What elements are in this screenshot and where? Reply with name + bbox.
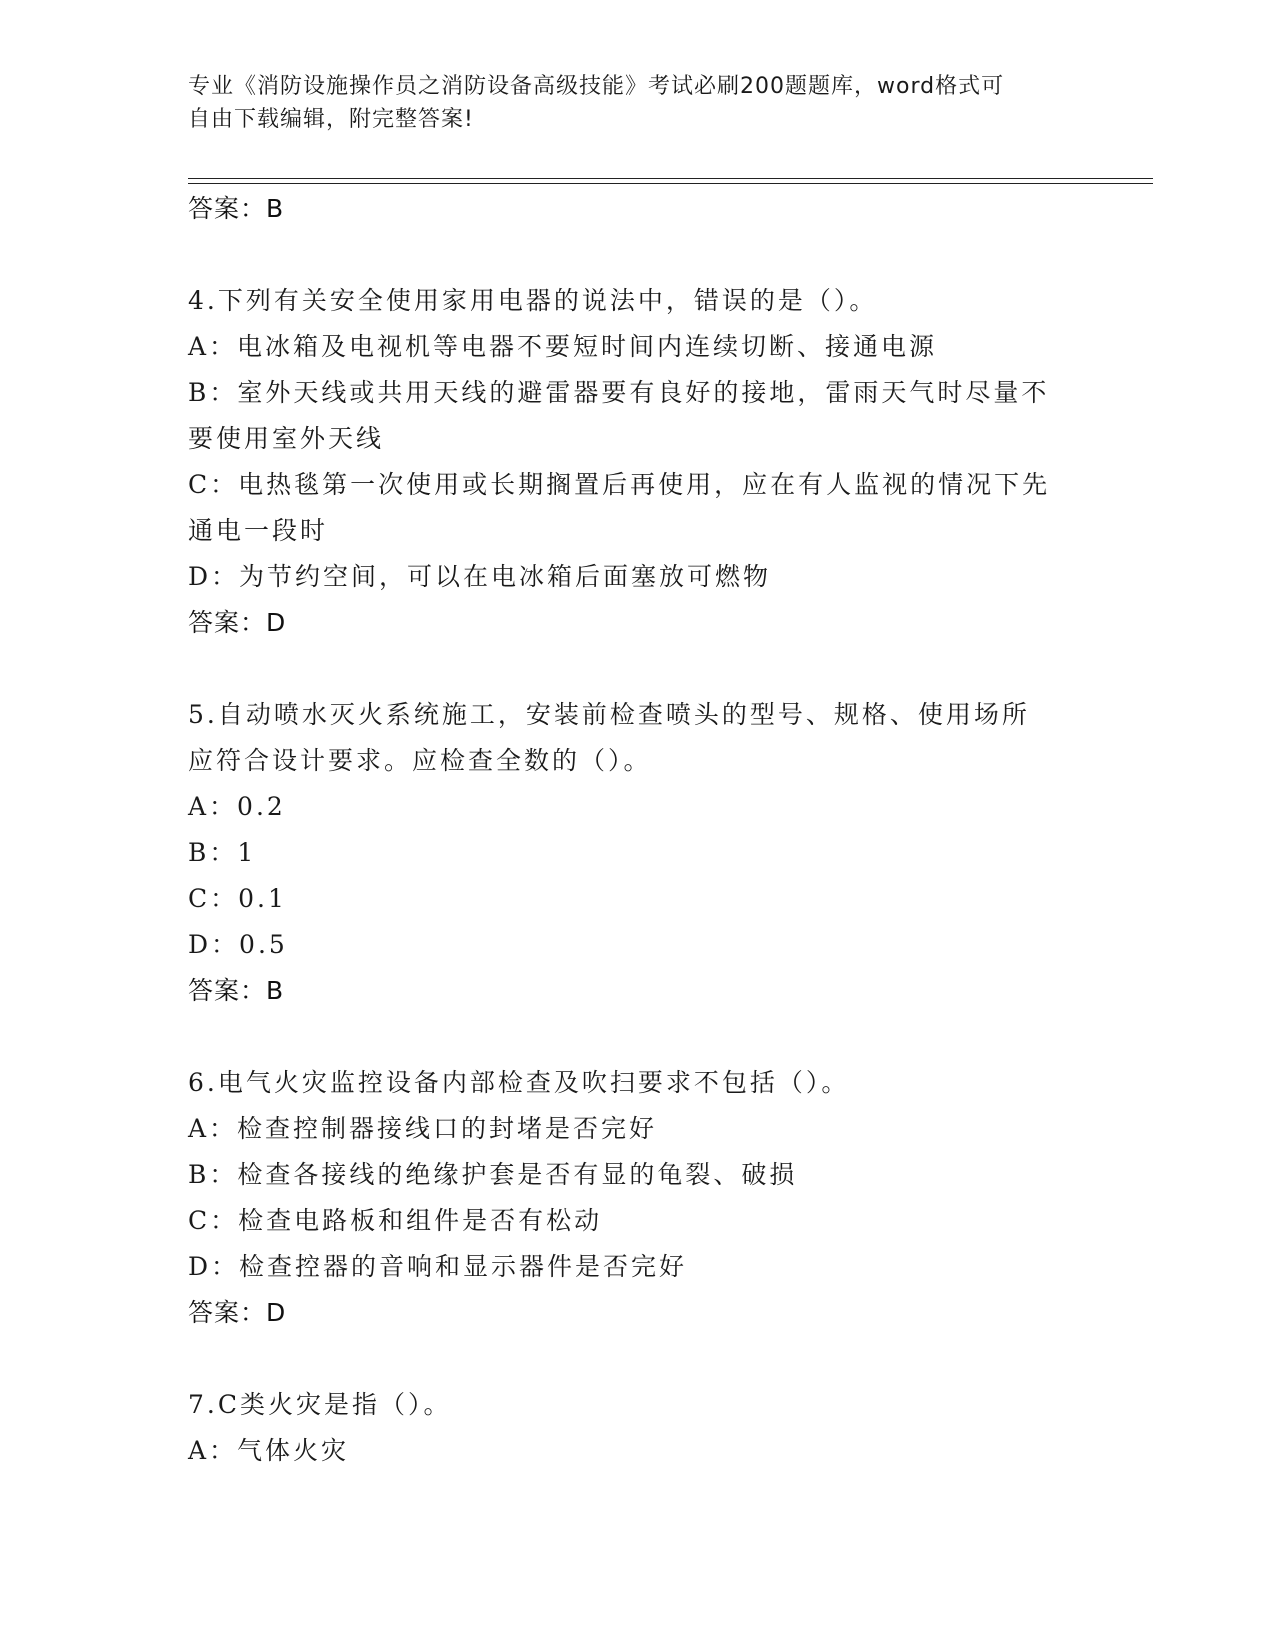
question-4-option-a: A：电冰箱及电视机等电器不要短时间内连续切断、接通电源 [188, 332, 938, 361]
question-6-option-c: C：检查电路板和组件是否有松动 [188, 1206, 603, 1235]
question-7-text: 7.C类火灾是指（）。 [188, 1390, 452, 1419]
question-7-option-a: A：气体火灾 [188, 1436, 350, 1465]
header-line-1: 专业《消防设施操作员之消防设备高级技能》考试必刷200题题库，word格式可 [188, 74, 1005, 99]
question-6-option-a: A：检查控制器接线口的封堵是否完好 [188, 1114, 658, 1143]
answer-q6: 答案：D [188, 1298, 287, 1327]
question-6-option-b: B：检查各接线的绝缘护套是否有显的龟裂、破损 [188, 1160, 798, 1189]
question-6 [188, 1060, 1088, 1336]
spacer [188, 646, 1088, 692]
question-5-option-d: D：0.5 [188, 930, 288, 959]
answer-q3: 答案：B [188, 194, 285, 223]
answer-q4: 答案：D [188, 608, 287, 637]
header-rule-top [188, 178, 1153, 179]
question-5-option-b: B：1 [188, 838, 257, 867]
header-line-2: 自由下载编辑，附完整答案! [188, 107, 474, 132]
question-5-text-line1: 5.自动喷水灭火系统施工，安装前检查喷头的型号、规格、使用场所 [188, 700, 1030, 729]
question-5-option-a: A：0.2 [188, 792, 286, 821]
header-rule-bottom [188, 183, 1153, 184]
question-6-option-d: D：检查控器的音响和显示器件是否完好 [188, 1252, 688, 1281]
spacer [188, 1336, 1088, 1382]
question-4-option-d: D：为节约空间，可以在电冰箱后面塞放可燃物 [188, 562, 772, 591]
question-4-text: 4.下列有关安全使用家用电器的说法中，错误的是（）。 [188, 286, 878, 315]
answer-q5: 答案：B [188, 976, 285, 1005]
question-4 [188, 278, 1088, 646]
question-4-option-b-line2: 要使用室外天线 [188, 424, 385, 453]
document-header [188, 70, 1088, 136]
question-5-option-c: C：0.1 [188, 884, 287, 913]
question-5 [188, 692, 1088, 1014]
question-4-option-c-line2: 通电一段时 [188, 516, 329, 545]
question-4-option-c-line1: C：电热毯第一次使用或长期搁置后再使用，应在有人监视的情况下先 [188, 470, 1051, 499]
question-6-text: 6.电气火灾监控设备内部检查及吹扫要求不包括（）。 [188, 1068, 850, 1097]
question-5-text-line2: 应符合设计要求。应检查全数的（）。 [188, 746, 652, 775]
document-body [188, 186, 1088, 1474]
spacer [188, 232, 1088, 278]
question-4-option-b-line1: B：室外天线或共用天线的避雷器要有良好的接地，雷雨天气时尽量不 [188, 378, 1050, 407]
question-7 [188, 1382, 1088, 1474]
spacer [188, 1014, 1088, 1060]
